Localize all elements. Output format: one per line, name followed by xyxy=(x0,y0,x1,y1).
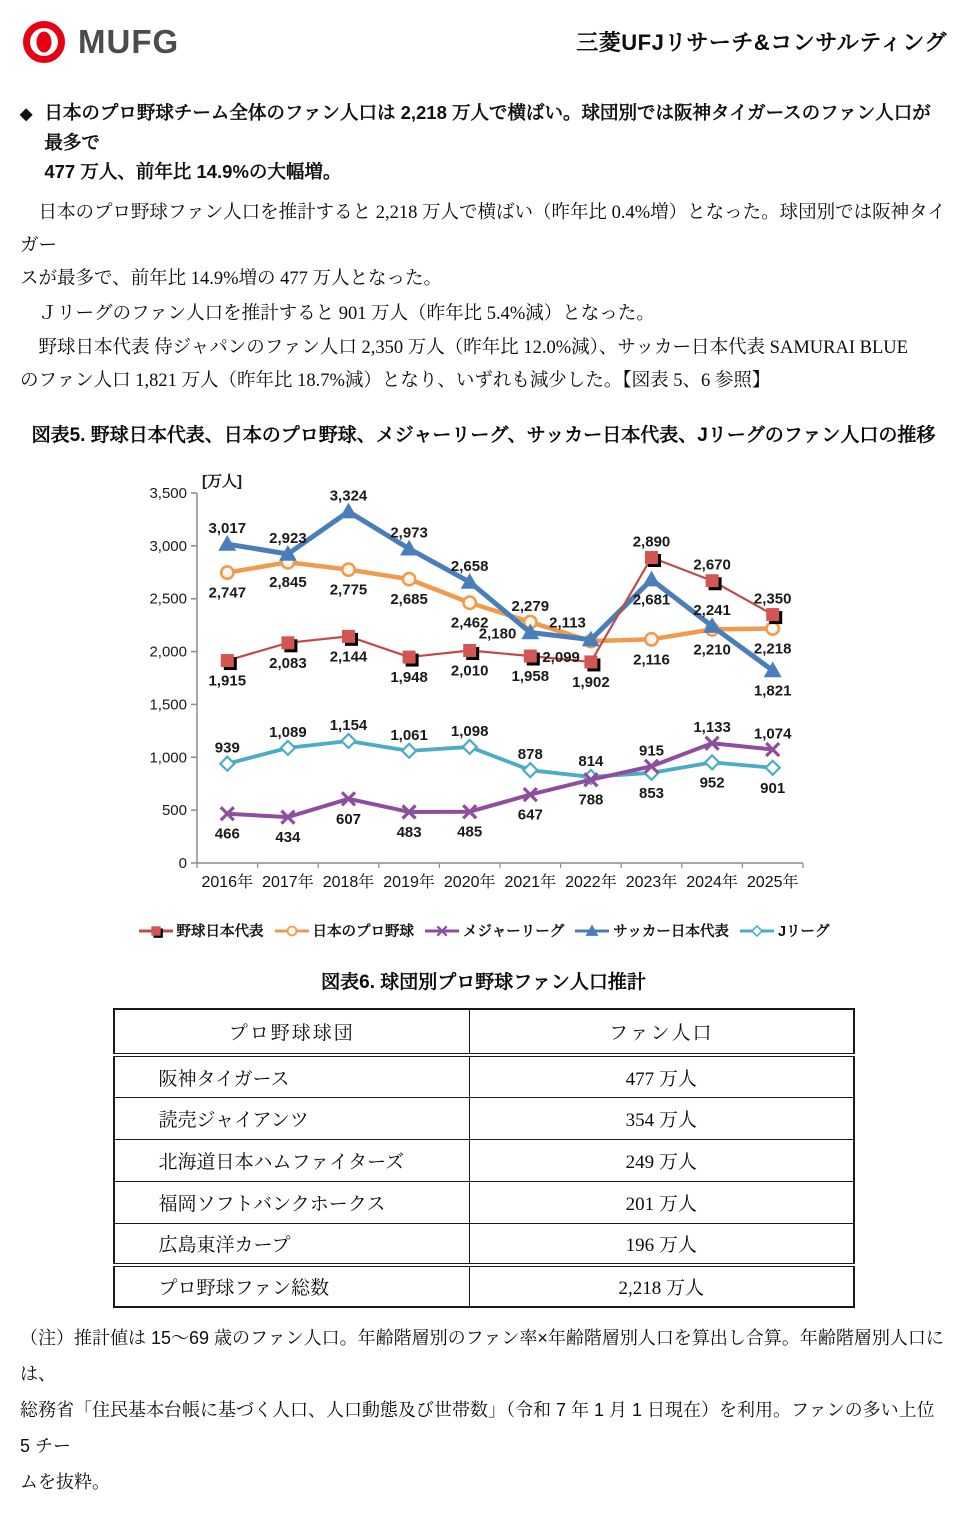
svg-text:2,144: 2,144 xyxy=(329,648,367,666)
fan-population-line-chart xyxy=(139,461,829,941)
company-title: 三菱UFJリサーチ&コンサルティング xyxy=(576,30,947,55)
svg-text:2,000: 2,000 xyxy=(148,643,187,661)
svg-text:2016年: 2016年 xyxy=(200,874,253,892)
svg-text:2,500: 2,500 xyxy=(148,591,187,609)
table-row-total xyxy=(114,1265,854,1307)
mufg-logo-icon xyxy=(20,18,68,66)
svg-text:1,074: 1,074 xyxy=(753,725,791,743)
svg-text:485: 485 xyxy=(456,824,482,842)
svg-text:0: 0 xyxy=(178,855,187,873)
svg-text:607: 607 xyxy=(335,811,361,829)
svg-text:2,099: 2,099 xyxy=(541,649,580,667)
table-row xyxy=(114,1097,854,1139)
svg-text:3,324: 3,324 xyxy=(329,487,367,505)
summary-line: 477 万人、前年比 14.9%の大幅増。 xyxy=(44,161,342,183)
svg-text:878: 878 xyxy=(517,746,543,764)
series-Jリーグ xyxy=(220,734,779,784)
svg-text:1,902: 1,902 xyxy=(571,674,610,692)
footnote xyxy=(20,1320,947,1500)
figure5-title: 図表5. 野球日本代表、日本のプロ野球、メジャーリーグ、サッカー日本代表、Jリーグのファン人口の推移 xyxy=(31,425,936,447)
svg-text:2017年: 2017年 xyxy=(261,874,314,892)
svg-text:466: 466 xyxy=(214,826,240,844)
svg-text:500: 500 xyxy=(161,802,187,820)
svg-text:2,083: 2,083 xyxy=(268,655,307,673)
column-header-population: ファン人口 xyxy=(470,1009,854,1055)
team-name: 読売ジャイアンツ xyxy=(114,1097,470,1139)
svg-text:2019年: 2019年 xyxy=(382,874,435,892)
svg-text:915: 915 xyxy=(638,742,664,760)
svg-text:1,133: 1,133 xyxy=(692,719,731,737)
svg-text:1,821: 1,821 xyxy=(753,682,791,700)
svg-text:2020年: 2020年 xyxy=(443,874,496,892)
chart-legend xyxy=(139,920,829,941)
svg-text:2,116: 2,116 xyxy=(632,651,670,669)
figure6-title: 図表6. 球団別プロ野球ファン人口推計 xyxy=(321,972,646,994)
diamond-bullet-icon: ◆ xyxy=(20,106,33,123)
paragraph-jleague xyxy=(20,298,947,331)
paragraph-line: 日本のプロ野球ファン人口を推計すると 2,218 万人で横ばい（昨年比 0.4%増）となった。球団別では阪神タイガー xyxy=(20,202,946,256)
fan-population: 249 万人 xyxy=(470,1139,854,1181)
svg-text:2,462: 2,462 xyxy=(450,615,488,633)
mufg-wordmark: MUFG xyxy=(78,23,180,60)
team-name: 北海道日本ハムファイターズ xyxy=(114,1139,470,1181)
legend-label: Jリーグ xyxy=(777,924,830,941)
fan-population: 354 万人 xyxy=(470,1097,854,1139)
svg-text:2,845: 2,845 xyxy=(268,574,307,592)
svg-text:434: 434 xyxy=(274,829,300,847)
paragraph-line: のファン人口 1,821 万人（昨年比 18.7%減）となり、いずれも減少した。【図表 5、6 参照】 xyxy=(20,371,771,392)
svg-text:1,089: 1,089 xyxy=(268,724,307,742)
svg-text:2,923: 2,923 xyxy=(268,530,307,548)
svg-text:1,061: 1,061 xyxy=(389,727,428,745)
svg-text:1,958: 1,958 xyxy=(511,668,549,686)
svg-text:853: 853 xyxy=(638,785,664,803)
svg-text:2022年: 2022年 xyxy=(564,874,617,892)
series-メジャーリーグ xyxy=(220,737,778,824)
svg-text:483: 483 xyxy=(396,824,422,842)
paragraph-pro-baseball xyxy=(20,197,947,296)
legend-item-日本のプロ野球 xyxy=(274,920,415,941)
svg-text:788: 788 xyxy=(577,792,603,810)
fan-population: 196 万人 xyxy=(470,1223,854,1265)
svg-text:2,279: 2,279 xyxy=(511,598,549,616)
svg-text:1,154: 1,154 xyxy=(329,717,367,735)
legend-label: 野球日本代表 xyxy=(176,924,264,941)
legend-label: サッカー日本代表 xyxy=(613,924,729,941)
svg-text:2,010: 2,010 xyxy=(450,662,488,680)
summary-block xyxy=(20,98,947,187)
svg-text:2,658: 2,658 xyxy=(450,558,488,576)
legend-label: メジャーリーグ xyxy=(463,924,565,941)
svg-text:2,218: 2,218 xyxy=(753,640,791,658)
svg-text:939: 939 xyxy=(214,740,240,758)
paragraph-national-teams xyxy=(20,332,947,398)
fan-population: 2,218 万人 xyxy=(470,1265,854,1307)
svg-text:2,890: 2,890 xyxy=(632,533,670,551)
legend-marker-icon xyxy=(739,923,775,939)
fan-population-table xyxy=(113,1008,855,1308)
svg-text:1,098: 1,098 xyxy=(450,723,488,741)
paragraph-line: スが最多で、前年比 14.9%増の 477 万人となった。 xyxy=(20,268,443,289)
svg-text:2,180: 2,180 xyxy=(478,625,516,643)
legend-marker-icon xyxy=(424,923,460,939)
svg-text:2,775: 2,775 xyxy=(329,581,367,599)
team-name: 福岡ソフトバンクホークス xyxy=(114,1181,470,1223)
legend-label: 日本のプロ野球 xyxy=(312,924,414,941)
table-row xyxy=(114,1181,854,1223)
svg-text:2,681: 2,681 xyxy=(632,591,670,609)
svg-text:1,500: 1,500 xyxy=(148,696,187,714)
svg-text:2024年: 2024年 xyxy=(685,874,738,892)
svg-text:2,350: 2,350 xyxy=(753,590,791,608)
svg-text:2,210: 2,210 xyxy=(692,641,731,659)
svg-text:647: 647 xyxy=(517,806,543,824)
team-name: 阪神タイガース xyxy=(114,1055,470,1097)
team-name: プロ野球ファン総数 xyxy=(114,1265,470,1307)
svg-text:1,915: 1,915 xyxy=(208,672,246,690)
paragraph-line: 野球日本代表 侍ジャパンのファン人口 2,350 万人（昨年比 12.0%減）、サッカー日本代表 SAMURAI BLUE xyxy=(20,338,908,359)
svg-text:2,685: 2,685 xyxy=(389,591,428,609)
legend-marker-icon xyxy=(274,923,310,939)
svg-text:952: 952 xyxy=(699,774,725,792)
footnote-line: 総務省「住民基本台帳に基づく人口、人口動態及び世帯数」（令和 7 年 1 月 1 日現在）を利用。ファンの多い上位 5 チー xyxy=(20,1400,935,1457)
footnote-line: ムを抜粋。 xyxy=(20,1472,110,1493)
svg-text:[万人]: [万人] xyxy=(201,473,242,491)
column-header-team: プロ野球球団 xyxy=(114,1009,470,1055)
svg-text:3,017: 3,017 xyxy=(208,520,246,538)
svg-text:2,747: 2,747 xyxy=(208,584,246,602)
svg-text:2,670: 2,670 xyxy=(692,557,731,575)
legend-item-Jリーグ xyxy=(739,920,830,941)
svg-text:814: 814 xyxy=(577,753,603,771)
svg-text:901: 901 xyxy=(759,780,785,798)
svg-text:3,000: 3,000 xyxy=(148,538,187,556)
legend-item-メジャーリーグ xyxy=(424,920,564,941)
fan-population: 201 万人 xyxy=(470,1181,854,1223)
table-row xyxy=(114,1139,854,1181)
svg-text:1,000: 1,000 xyxy=(148,749,187,767)
svg-text:2,241: 2,241 xyxy=(692,602,731,620)
legend-marker-icon xyxy=(138,923,174,939)
svg-text:2,113: 2,113 xyxy=(548,614,586,632)
footnote-line: （注）推計値は 15～69 歳のファン人口。年齢階層別のファン率×年齢階層別人口を算出し合算。年齢階層別人口には、 xyxy=(20,1328,944,1385)
svg-text:2018年: 2018年 xyxy=(322,874,374,892)
svg-text:1,948: 1,948 xyxy=(389,669,428,687)
paragraph-line: Ｊリーグのファン人口を推計すると 901 万人（昨年比 5.4%減）となった。 xyxy=(20,303,655,324)
summary-line: 日本のプロ野球チーム全体のファン人口は 2,218 万人で横ばい。球団別では阪神タイガースのファン人口が最多で xyxy=(44,102,931,153)
chart-canvas xyxy=(139,461,829,913)
fan-population: 477 万人 xyxy=(470,1055,854,1097)
page-header xyxy=(20,16,947,78)
team-name: 広島東洋カープ xyxy=(114,1223,470,1265)
svg-text:2021年: 2021年 xyxy=(503,874,556,892)
legend-marker-icon xyxy=(574,923,610,939)
table-row xyxy=(114,1223,854,1265)
legend-item-サッカー日本代表 xyxy=(574,920,729,941)
svg-text:2025年: 2025年 xyxy=(746,874,799,892)
legend-item-野球日本代表 xyxy=(138,920,264,941)
svg-text:2,973: 2,973 xyxy=(389,525,428,543)
svg-text:3,500: 3,500 xyxy=(148,485,187,503)
table-header-row xyxy=(114,1009,854,1055)
table-row xyxy=(114,1055,854,1097)
svg-text:2023年: 2023年 xyxy=(625,874,677,892)
mufg-logo xyxy=(20,16,179,66)
